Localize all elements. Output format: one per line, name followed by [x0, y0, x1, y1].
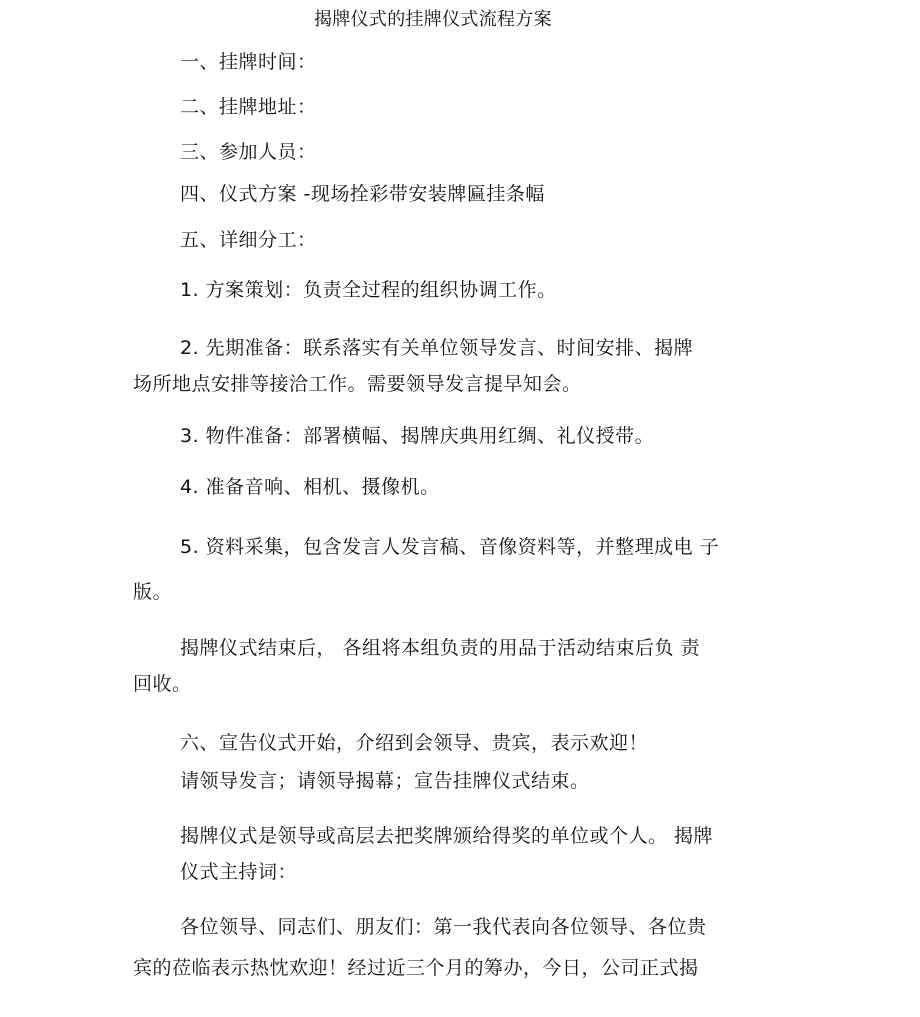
speech-line-2: 宾的莅临表示热忱欢迎！经过近三个月的筹办，今日，公司正式揭: [133, 957, 699, 979]
item-division: 五、详细分工：: [180, 229, 317, 251]
item-time: 一、挂牌时间：: [180, 51, 317, 73]
task-5-line-1: 5. 资料采集，包含发言人发言稿、音像资料等，并整理成电 子: [180, 536, 720, 558]
document-title: 揭牌仪式的挂牌仪式流程方案: [314, 9, 552, 30]
section-6-line-2: 请领导发言；请领导揭幕；宣告挂牌仪式结束。: [180, 770, 590, 792]
after-ceremony-line-2: 回收。: [133, 673, 192, 695]
task-1: 1. 方案策划：负责全过程的组织协调工作。: [180, 279, 557, 301]
task-3: 3. 物件准备：部署横幅、揭牌庆典用红绸、礼仪授带。: [180, 425, 655, 447]
item-plan: 四、仪式方案 -现场拴彩带安装牌匾挂条幅: [180, 183, 545, 205]
task-4: 4. 准备音响、相机、摄像机。: [180, 476, 440, 498]
item-attendees: 三、参加人员：: [180, 141, 317, 163]
task-2-line-2: 场所地点安排等接洽工作。需要领导发言提早知会。: [133, 373, 582, 395]
speech-line-1: 各位领导、同志们、朋友们：第一我代表向各位领导、各位贵: [180, 916, 707, 938]
definition-line-1: 揭牌仪式是领导或高层去把奖牌颁给得奖的单位或个人。 揭牌: [180, 825, 714, 847]
item-address: 二、挂牌地址：: [180, 96, 317, 118]
after-ceremony-line-1: 揭牌仪式结束后， 各组将本组负责的用品于活动结束后负 责: [180, 637, 701, 659]
task-5-line-2: 版。: [133, 581, 173, 603]
definition-line-2: 仪式主持词：: [180, 861, 298, 883]
section-6-line-1: 六、宣告仪式开始，介绍到会领导、贵宾，表示欢迎！: [180, 732, 649, 754]
task-2-line-1: 2. 先期准备：联系落实有关单位领导发言、时间安排、揭牌: [180, 337, 694, 359]
